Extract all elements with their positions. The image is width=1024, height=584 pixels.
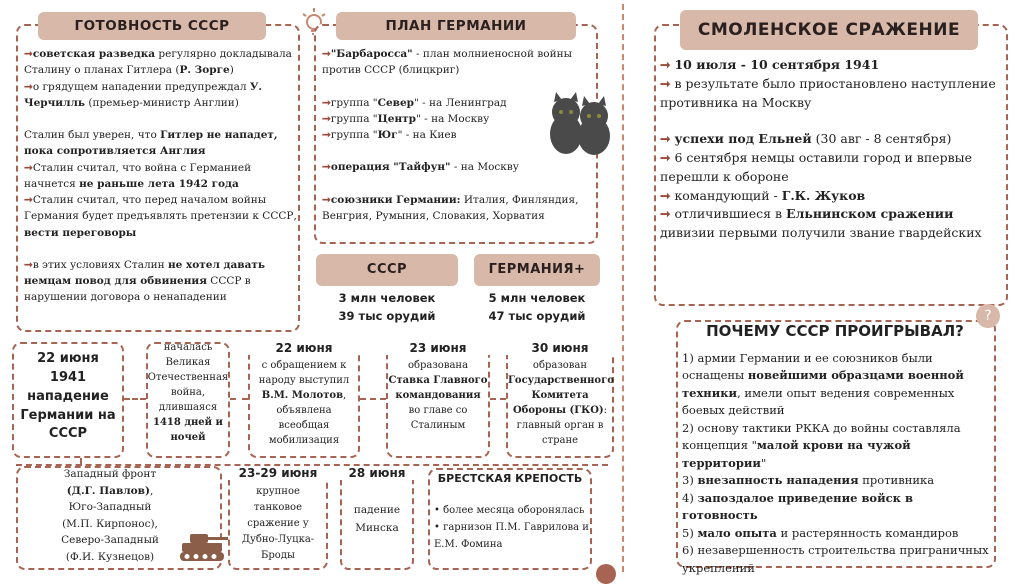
why-title: ПОЧЕМУ СССР ПРОИГРЫВАЛ? bbox=[690, 322, 980, 340]
germany-plan-text: ➞"Барбаросса" - план молниеносной войны против СССР (блицкриг) ➞группа "Север" - на Ленинград ➞группа "Центр" - на Москву ➞группа "Юг" - на Киев ➞операция "Тайфун" - на Москву ➞союзники Германии: Италия, Финляндия, Венгрия, Румыния, Словакия, Хорватия bbox=[322, 48, 579, 222]
tank-battle-date: 23-29 июня bbox=[228, 466, 328, 480]
ussr-forces: 3 млн человек 39 тыс орудий bbox=[338, 291, 436, 323]
minsk-text: падение Минска bbox=[353, 504, 401, 534]
timeline-connector bbox=[124, 398, 146, 400]
why-list: 1) армии Германии и ее союзников были оснащены новейшими образцами военной техники, имели опыт ведения современных боевых действий 2) основу тактики РККА до войны составляла концепция "малой крови на чужой территории" 3) внезапность нападения противника 4) запоздалое приведение войск в готовность 5) мало опыта и растерянность командиров 6) незавершенность строительства приграничных укреплений bbox=[682, 351, 989, 575]
fronts-text: Западный фронт (Д.Г. Павлов), Юго-Западный (М.П. Кирпонос), Северо-Западный (Ф.И. Кузнецов) bbox=[61, 468, 159, 563]
ussr-title: СССР bbox=[316, 254, 458, 286]
invasion-date: 22 июня 1941 нападение Германии на СССР bbox=[20, 351, 116, 442]
brest-title: БРЕСТСКАЯ КРЕПОСТЬ bbox=[437, 472, 583, 485]
brest-list bbox=[434, 502, 590, 553]
brest-item: • гарнизон П.М. Гаврилова и Е.М. Фомина bbox=[434, 522, 589, 550]
stavka-text: образована Ставка Главного командования во главе со Сталиным bbox=[388, 360, 488, 431]
smolensk-text: ➞ 10 июля - 10 сентября 1941 ➞ в результате было приостановлено наступление противника на Москву ➞ успехи под Ельней (30 авг - 8 сентября) ➞ 6 сентября немцы оставили город и впервые перешли к обороне ➞ командующий - Г.К. Жуков ➞ отличившиеся в Ельнинском сражении дивизии первыми получили звание гвардейских bbox=[660, 57, 996, 240]
readiness-title: ГОТОВНОСТЬ СССР bbox=[38, 12, 266, 40]
tank-icon bbox=[178, 528, 232, 564]
minsk-date: 28 июня bbox=[340, 466, 414, 480]
molotov-text: с обращением к народу выступил В.М. Молотов, объявлена всеобщая мобилизация bbox=[258, 360, 350, 446]
germany-title: ГЕРМАНИЯ+ bbox=[474, 254, 600, 286]
readiness-text: ➞советская разведка регулярно докладывала Сталину о планах Гитлера (Р. Зорге) ➞о грядущем нападении предупреждал У. Черчилль (премьер-министр Англии) Сталин был уверен, что Гитлер не нападет, пока сопротивляется Англия ➞Сталин считал, что война с Германией начнется не раньше лета 1942 года ➞Сталин считал, что перед началом войны Германия будет предъявлять претензии к СССР, вести переговоры ➞в этих условиях Сталин не хотел давать немцам повод для обвинения СССР в нарушении договора о ненападении bbox=[24, 48, 297, 304]
war-start-text: началась Великая Отечественная война, длившаяся 1418 дней и ночей bbox=[147, 342, 229, 443]
question-icon: ? bbox=[976, 304, 1000, 328]
stavka-date: 23 июня bbox=[386, 341, 490, 355]
gko-date: 30 июня bbox=[506, 341, 614, 355]
molotov-date: 22 июня bbox=[248, 341, 360, 355]
gko-text: образован Государственного Комитета Обороны (ГКО): главный орган в стране bbox=[508, 360, 614, 446]
smolensk-title: СМОЛЕНСКОЕ СРАЖЕНИЕ bbox=[680, 10, 978, 50]
germany-forces: 5 млн человек 47 тыс орудий bbox=[488, 291, 586, 323]
brest-item: • более месяца оборонялась bbox=[434, 505, 585, 516]
tank-battle-text: крупное танковое сражение у Дубно-Луцка-Броды bbox=[241, 486, 315, 561]
column-divider bbox=[622, 4, 624, 572]
corner-badge-icon bbox=[596, 564, 616, 584]
cats-image bbox=[544, 92, 616, 156]
timeline-connector bbox=[490, 398, 506, 400]
timeline-connector bbox=[360, 398, 386, 400]
timeline-connector bbox=[230, 398, 248, 400]
germany-plan-title: ПЛАН ГЕРМАНИИ bbox=[336, 12, 576, 40]
